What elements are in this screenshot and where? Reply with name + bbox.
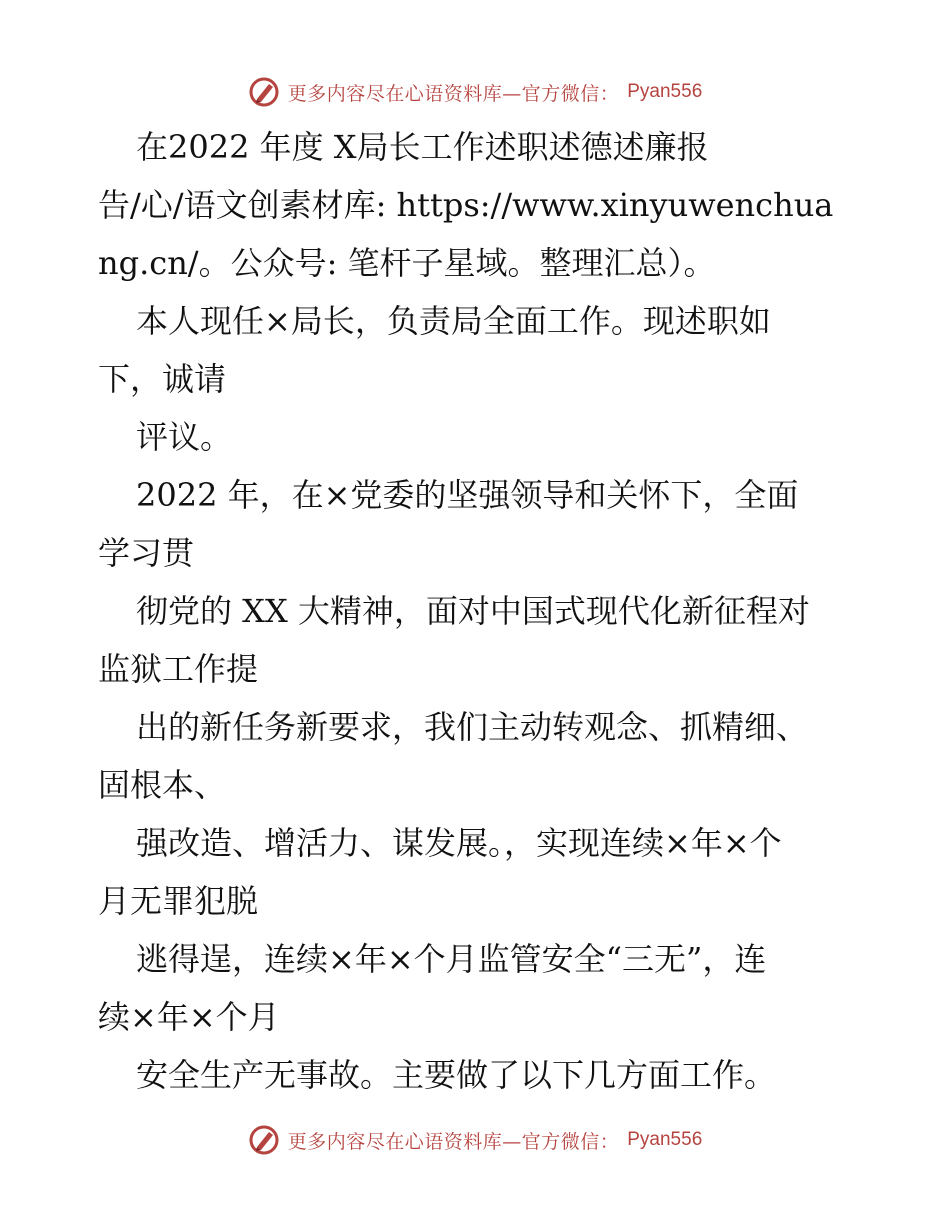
header-banner <box>0 70 950 114</box>
document-body <box>98 118 854 1104</box>
pen-logo-icon <box>248 1124 280 1156</box>
text-line: 固根本、 <box>98 766 227 804</box>
text-line: 2022 年，在×党委的坚强领导和关怀下，全面 <box>136 476 799 514</box>
text-line: 月无罪犯脱 <box>98 882 259 920</box>
text-line: 告/心/语文创素材库: https://www.xinyuwenchua <box>98 186 834 224</box>
text-line: 下，诚请 <box>98 360 227 398</box>
text-line: 彻党的 XX 大精神，面对中国式现代化新征程对 <box>136 592 810 630</box>
header-banner-text: 更多内容尽在心语资料库—官方微信： <box>287 82 620 105</box>
text-line: 安全生产无事故。主要做了以下几方面工作。 <box>136 1056 777 1094</box>
footer-banner-id: Pyan556 <box>627 1129 703 1150</box>
pen-logo-icon <box>248 76 280 108</box>
text-line: 监狱工作提 <box>98 650 259 688</box>
text-line: 强改造、增活力、谋发展。，实现连续×年×个 <box>136 824 782 862</box>
footer-banner-text: 更多内容尽在心语资料库—官方微信： <box>287 1130 620 1153</box>
text-line: 逃得逞，连续×年×个月监管安全“三无”，连 <box>136 940 767 978</box>
footer-banner <box>0 1118 950 1162</box>
text-line: ng.cn/。公众号: 笔杆子星域。整理汇总）。 <box>98 244 716 282</box>
text-line: 出的新任务新要求，我们主动转观念、抓精细、 <box>136 708 809 746</box>
text-line: 本人现任×局长，负责局全面工作。现述职如 <box>136 302 771 340</box>
text-line: 学习贯 <box>98 534 195 572</box>
text-line: 续×年×个月 <box>98 998 280 1036</box>
header-banner-id: Pyan556 <box>627 81 703 102</box>
text-line: 评议。 <box>136 418 233 456</box>
text-line: 在2022 年度 X局长工作述职述德述廉报 <box>136 128 709 166</box>
